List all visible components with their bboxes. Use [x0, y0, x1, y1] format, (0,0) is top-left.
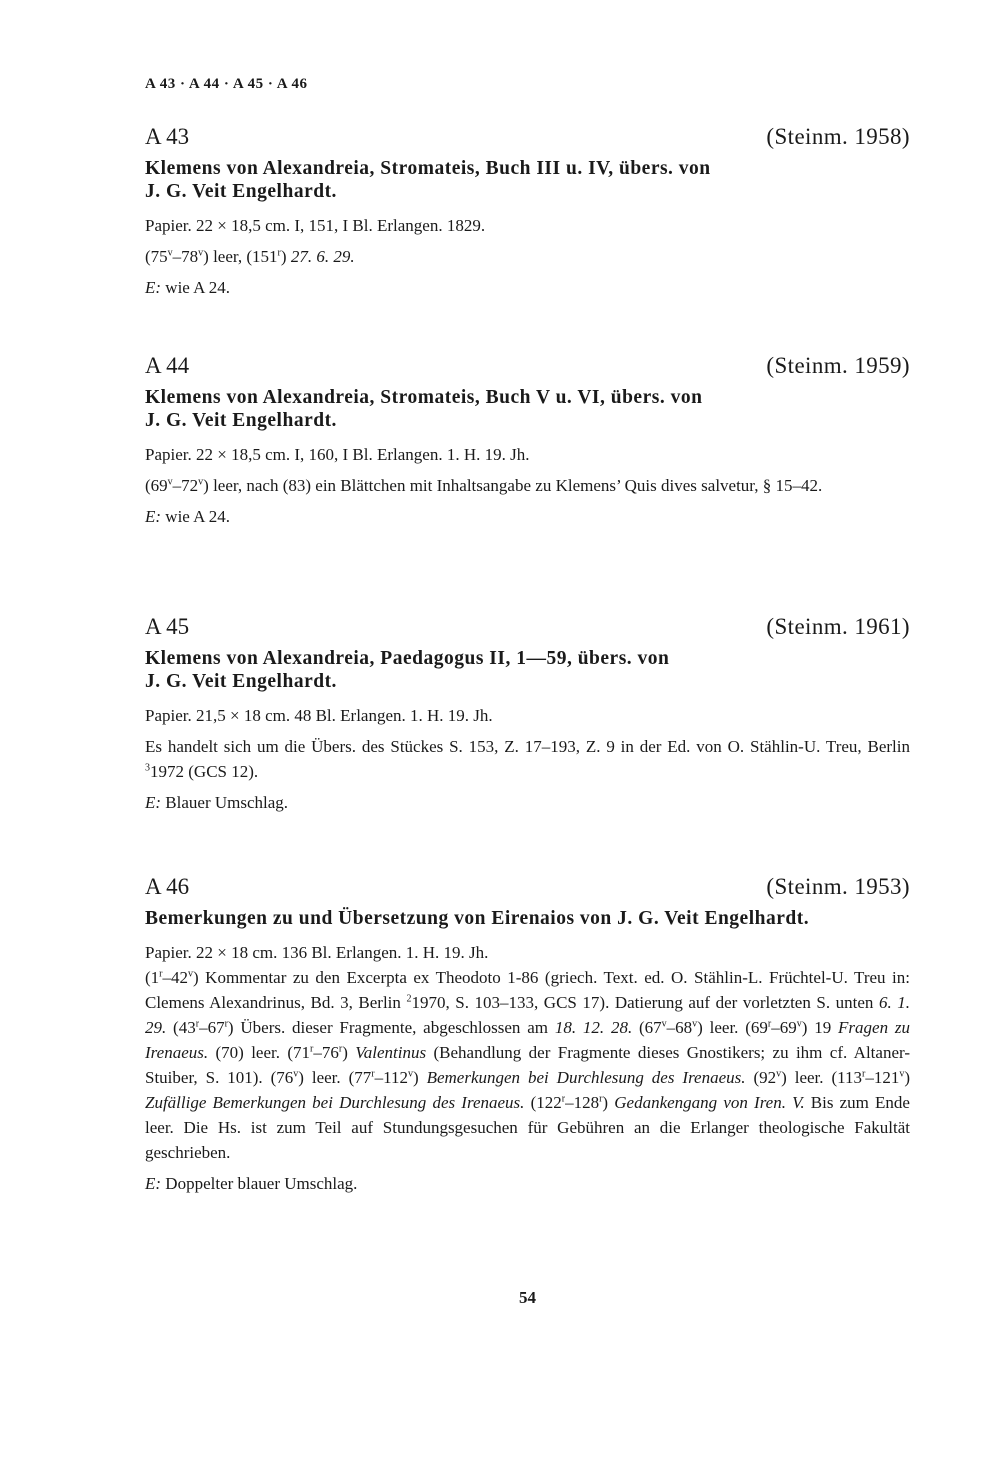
entry-a44 — [145, 353, 910, 529]
entry-header — [145, 874, 910, 900]
binding-label: E: — [145, 793, 162, 812]
physical-description: Papier. 22 × 18,5 cm. I, 160, I Bl. Erlangen. 1. H. 19. Jh. — [145, 445, 530, 464]
binding-label: E: — [145, 278, 162, 297]
binding-note: E: Blauer Umschlag. — [145, 793, 289, 812]
binding-note: E: Doppelter blauer Umschlag. — [145, 1174, 358, 1193]
entry-id: A 44 — [145, 353, 190, 378]
entry-title-line: Klemens von Alexandreia, Stromateis, Buch III u. IV, übers. von — [145, 158, 711, 179]
entry-a46 — [145, 874, 910, 1196]
content-note: (1$^r$–42$^v$) Kommentar zu den Excerpta ex Theodoto 1-86 (griech. Text. ed. O. Stählin-L. Früchtel-U. Treu in: Clemens Alexandrinus, Bd. 3, Berlin $^2$1970, S. 103–133, GCS 17). Datierung auf der vorletzten S. unten 6. 1. 29. (43$^r$–67$^r$) Übers. dieser Fragmente, abgeschlossen am 18. 12. 28. (67$^v$–68$^v$) leer. (69$^r$–69$^v$) 19 Fragen zu Irenaeus. (70) leer. (71$^r$–76$^r$) Valentinus (Behandlung der Fragmente dieses Gnostikers; zu ihm cf. Altaner-Stuiber, S. 101). (76$^v$) leer. (77$^r$–112$^v$) Bemerkungen bei Durchlesung des Irenaeus. (92$^v$) leer. (113$^r$–121$^v$) Zufällige Bemerkungen bei Durchlesung des Irenaeus. (122$^r$–128$^r$) Gedankengang von Iren. V. Bis zum Ende leer. Die Hs. ist zum Teil auf Stundungsgesuchen für Gebühren an die Erlanger theologische Fakultät geschrieben. — [145, 968, 910, 1162]
entry-title — [145, 386, 910, 432]
entry-title-line: J. G. Veit Engelhardt. — [145, 181, 337, 202]
content-note: Es handelt sich um die Übers. des Stückes S. 153, Z. 17–193, Z. 9 in der Ed. von O. Stählin-U. Treu, Berlin $^3$1972 (GCS 12). — [145, 737, 910, 781]
entry-title — [145, 647, 910, 693]
entry-title-line: Klemens von Alexandreia, Stromateis, Buch V u. VI, übers. von — [145, 387, 703, 408]
document-page — [145, 0, 910, 1467]
binding-label: E: — [145, 1174, 162, 1193]
binding-label: E: — [145, 507, 162, 526]
entry-title — [145, 907, 910, 930]
entry-title — [145, 157, 910, 203]
running-head: A 43 · A 44 · A 45 · A 46 — [145, 76, 308, 92]
entry-title-line: Klemens von Alexandreia, Paedagogus II, 1—59, übers. von — [145, 648, 670, 669]
entry-id: A 46 — [145, 874, 190, 899]
page-number: 54 — [519, 1288, 536, 1307]
entry-title-line: Bemerkungen zu und Übersetzung von Eirenaios von J. G. Veit Engelhardt. — [145, 908, 810, 929]
content-note: (69$^v$–72$^v$) leer, nach (83) ein Blättchen mit Inhaltsangabe zu Klemens’ Quis dives salvetur, § 15–42. — [145, 476, 823, 495]
entry-title-line: J. G. Veit Engelhardt. — [145, 671, 337, 692]
date-note: 27. 6. 29. — [290, 247, 355, 266]
entry-id: A 43 — [145, 124, 190, 149]
entry-id: A 45 — [145, 614, 190, 639]
entry-reference: (Steinm. 1959) — [766, 353, 910, 378]
entry-header — [145, 614, 910, 640]
entry-title-line: J. G. Veit Engelhardt. — [145, 410, 337, 431]
entry-reference: (Steinm. 1953) — [766, 874, 910, 899]
physical-description: Papier. 22 × 18 cm. 136 Bl. Erlangen. 1. H. 19. Jh. — [145, 943, 489, 962]
physical-description: Papier. 21,5 × 18 cm. 48 Bl. Erlangen. 1. H. 19. Jh. — [145, 706, 493, 725]
binding-note: E: wie A 24. — [145, 507, 230, 526]
entry-a45 — [145, 614, 910, 815]
physical-description: Papier. 22 × 18,5 cm. I, 151, I Bl. Erlangen. 1829. — [145, 216, 486, 235]
content-note: (75$^v$–78$^v$) leer, (151$^r$) 27. 6. 29. — [145, 247, 355, 266]
entry-header — [145, 124, 910, 150]
binding-note: E: wie A 24. — [145, 278, 230, 297]
entry-a43 — [145, 124, 910, 300]
entry-reference: (Steinm. 1958) — [766, 124, 910, 149]
entry-header — [145, 353, 910, 379]
entry-reference: (Steinm. 1961) — [766, 614, 910, 639]
